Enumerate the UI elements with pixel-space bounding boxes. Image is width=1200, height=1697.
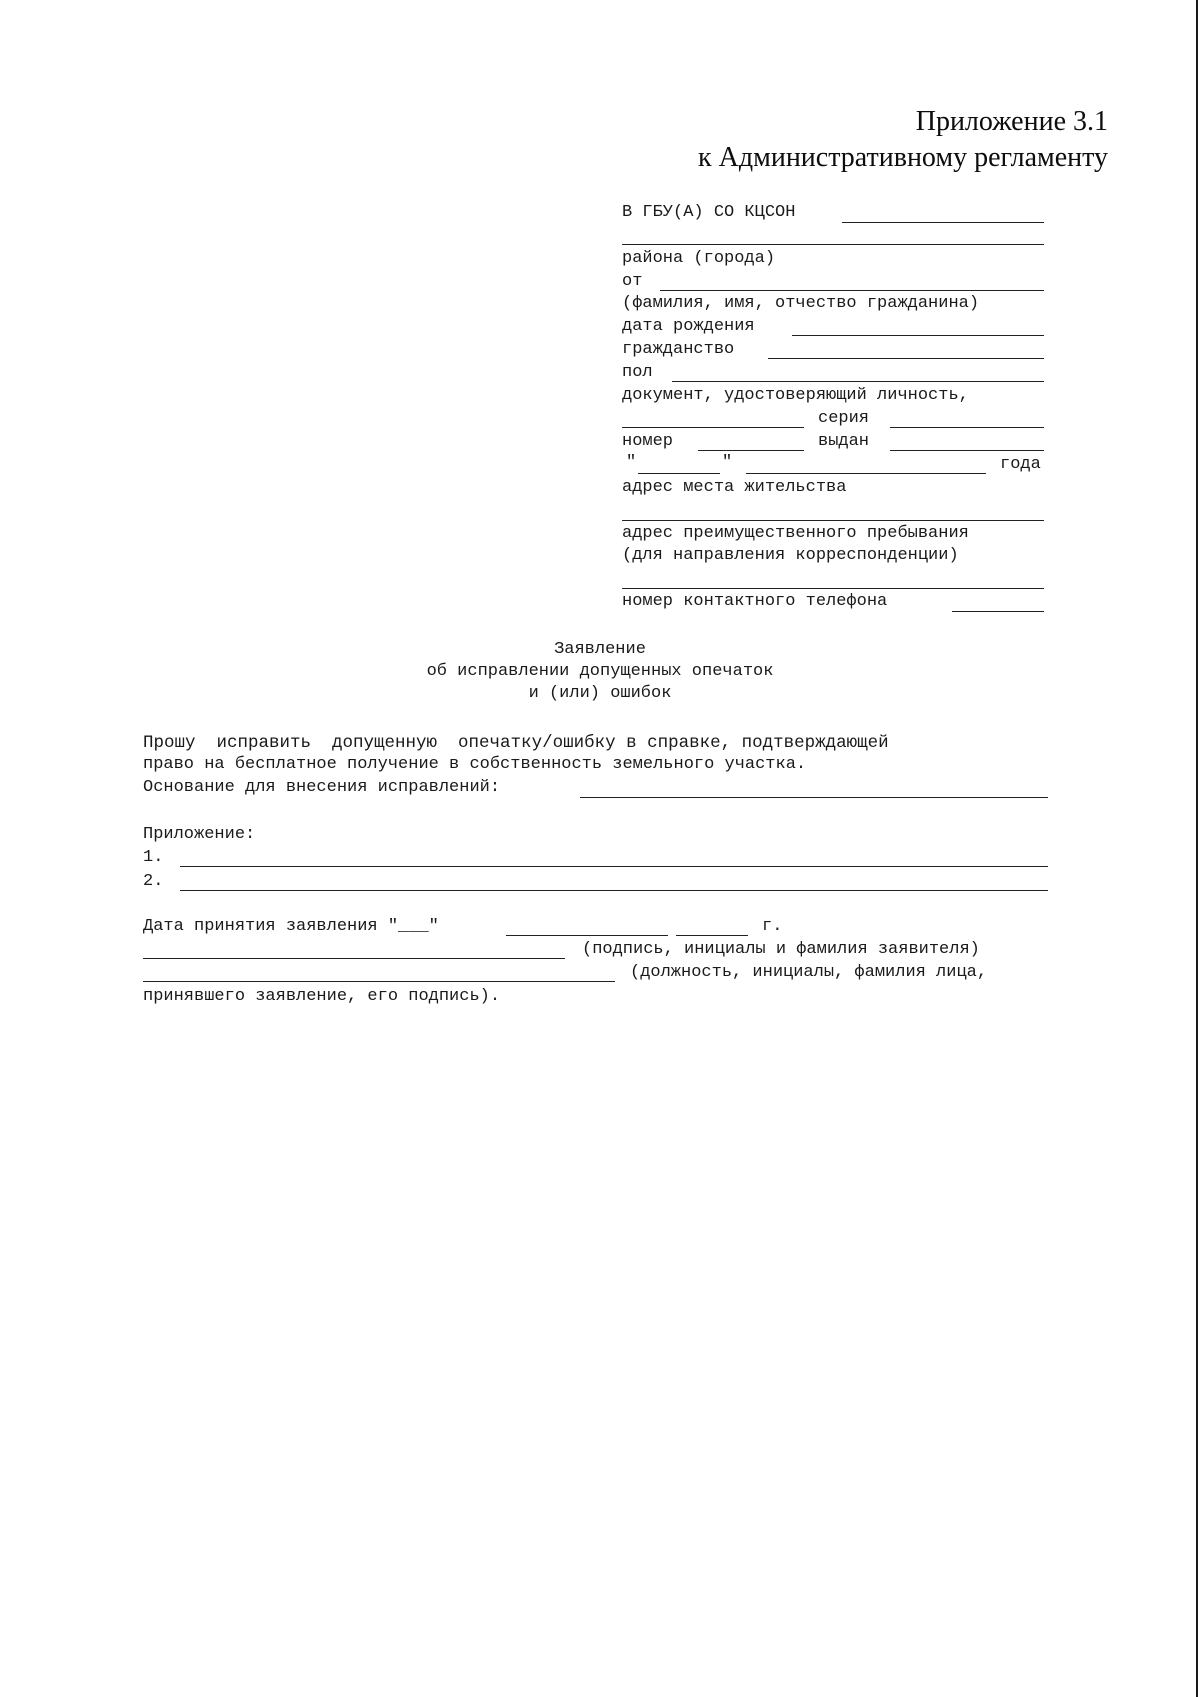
number-field[interactable] <box>698 450 804 451</box>
appendix-line-1: Приложение 3.1 <box>915 106 1108 137</box>
phone-label: номер контактного телефона <box>622 592 888 611</box>
fio-field[interactable] <box>660 290 1044 291</box>
year-label: года <box>1000 455 1041 474</box>
org-name-field[interactable] <box>842 222 1044 223</box>
quote-close: " <box>722 453 733 472</box>
issue-day-field[interactable] <box>638 473 720 474</box>
issued-field[interactable] <box>890 450 1044 451</box>
org-name-field-2[interactable] <box>622 244 1044 245</box>
request-line-1: Прошу исправить допущенную опечатку/ошибку в справке, подтверждающей <box>143 733 889 753</box>
fio-hint: (фамилия, имя, отчество гражданина) <box>622 294 980 313</box>
title-line-3: и (или) ошибок <box>528 684 672 703</box>
attachment-1-number: 1. <box>143 848 164 867</box>
attachment-2-field[interactable] <box>180 890 1048 891</box>
id-document-field[interactable] <box>622 427 804 428</box>
preferred-address-label: адрес преимущественного пребывания <box>622 524 969 543</box>
sex-field[interactable] <box>672 381 1044 382</box>
sex-label: пол <box>622 363 653 382</box>
series-field[interactable] <box>890 427 1044 428</box>
officer-hint-line-1: (должность, инициалы, фамилия лица, <box>630 963 988 982</box>
phone-field[interactable] <box>952 611 1044 612</box>
basis-label: Основание для внесения исправлений: <box>143 778 501 797</box>
title-line-1: Заявление <box>554 640 646 659</box>
series-label: серия <box>818 409 870 428</box>
district-label: района (города) <box>622 249 776 268</box>
appendix-line-2: к Административному регламенту <box>698 142 1108 173</box>
attachment-2-number: 2. <box>143 872 164 891</box>
issue-month-field[interactable] <box>746 473 986 474</box>
applicant-signature-field[interactable] <box>143 958 565 959</box>
preferred-address-field[interactable] <box>622 588 1044 589</box>
date-year-field[interactable] <box>676 935 748 936</box>
to-org-label: В ГБУ(А) СО КЦСОН <box>622 203 796 222</box>
year-suffix: г. <box>762 917 783 936</box>
date-month-field[interactable] <box>506 935 668 936</box>
officer-signature-field[interactable] <box>143 981 615 982</box>
title-line-2: об исправлении допущенных опечаток <box>426 662 774 681</box>
date-accepted-label: Дата принятия заявления "___" <box>143 917 439 936</box>
quote-open: " <box>626 453 637 472</box>
residence-address-label: адрес места жительства <box>622 478 847 497</box>
appendix-header <box>698 104 1108 176</box>
attachment-1-field[interactable] <box>180 866 1048 867</box>
citizenship-field[interactable] <box>768 358 1044 359</box>
id-document-label: документ, удостоверяющий личность, <box>622 386 969 405</box>
from-label: от <box>622 272 643 291</box>
number-label: номер <box>622 432 674 451</box>
officer-hint-line-2: принявшего заявление, его подпись). <box>143 987 501 1006</box>
issued-label: выдан <box>818 432 870 451</box>
page-edge <box>1196 0 1198 1697</box>
preferred-address-hint: (для направления корреспонденции) <box>622 546 959 565</box>
request-line-2: право на бесплатное получение в собственность земельного участка. <box>143 755 807 774</box>
birth-date-field[interactable] <box>792 335 1044 336</box>
attachments-label: Приложение: <box>143 825 256 844</box>
residence-address-field[interactable] <box>622 520 1044 521</box>
citizenship-label: гражданство <box>622 340 735 359</box>
applicant-signature-hint: (подпись, инициалы и фамилия заявителя) <box>582 940 980 959</box>
birth-date-label: дата рождения <box>622 317 755 336</box>
basis-field[interactable] <box>580 797 1048 798</box>
